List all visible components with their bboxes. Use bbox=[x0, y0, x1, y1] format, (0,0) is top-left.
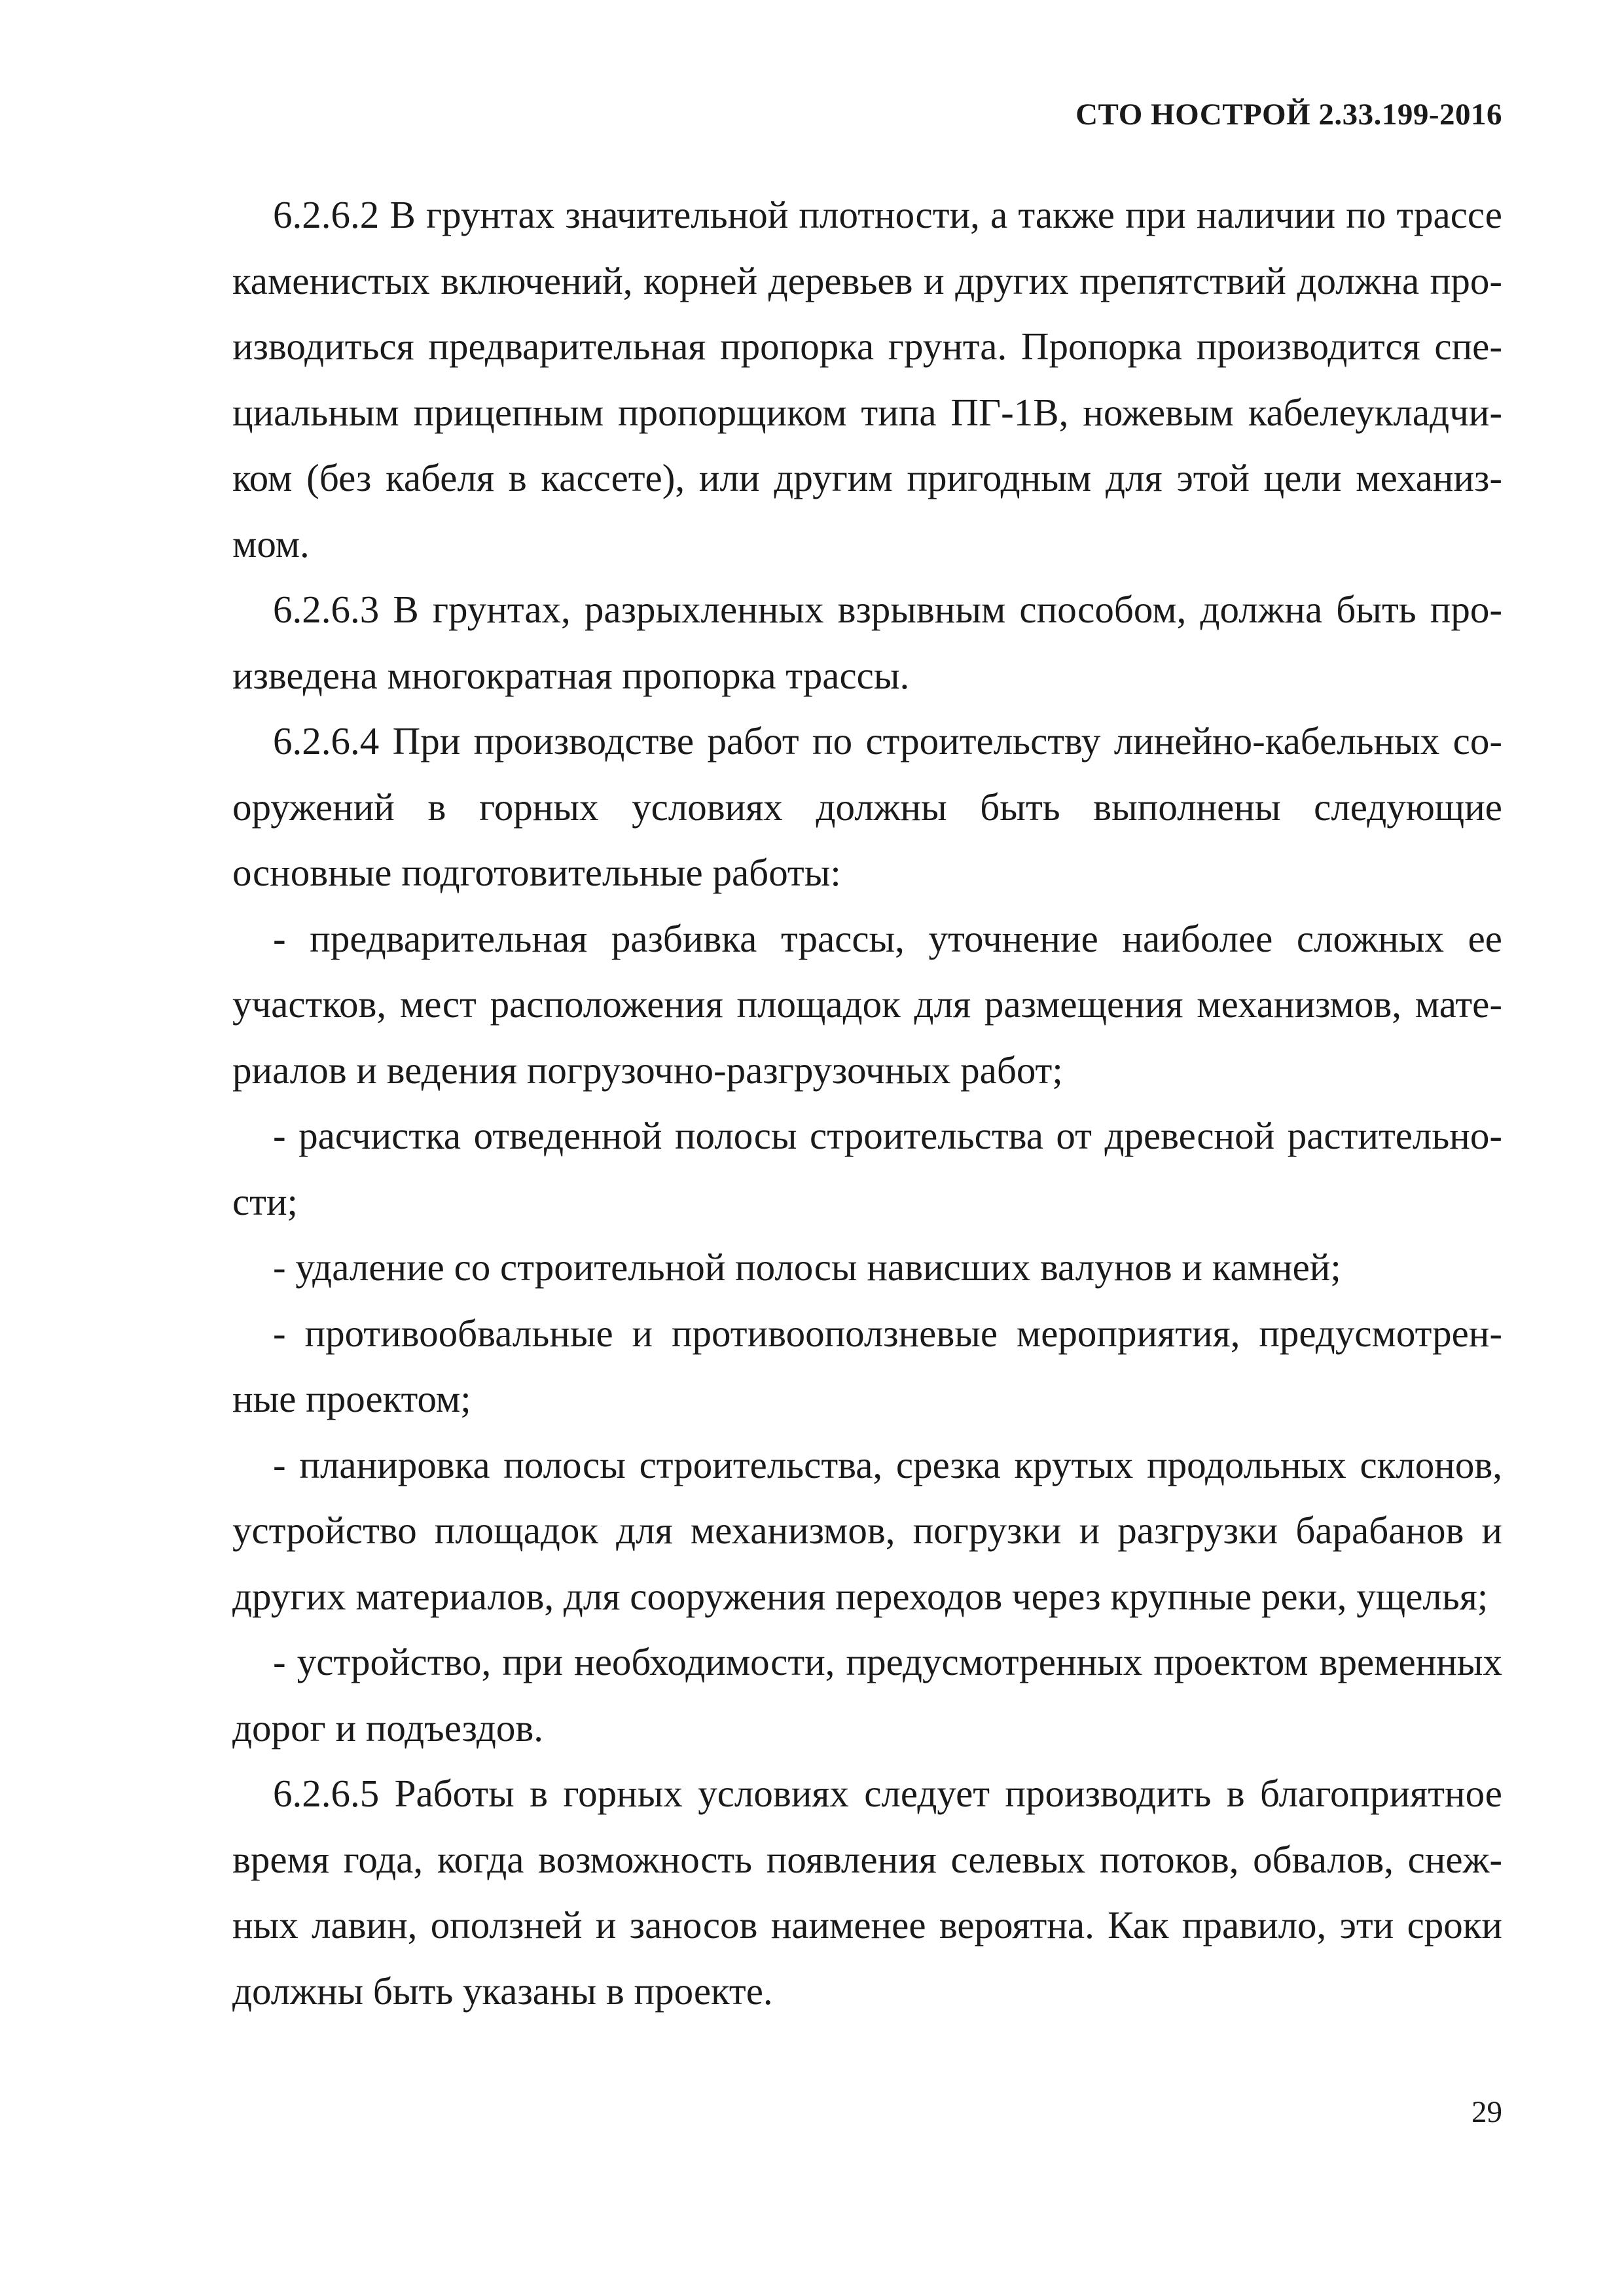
paragraph-6-2-6-2: 6.2.6.2 В грунтах значительной плотности, а также при наличии по трассе каменистых включений, корней деревьев и других препятствий должна производиться предварительная пропорка грунта. Пропорка производится специальным прицепным пропорщиком типа ПГ-1В, ножевым кабелеукладчиком (без кабеля в кассете), или другим пригодным для этой цели механизмом. bbox=[232, 193, 1502, 565]
paragraph-6-2-6-4: 6.2.6.4 При производстве работ по строительству линейно-кабельных сооружений в горных условиях должны быть выполнены следующие основные подготовительные работы: bbox=[232, 719, 1502, 894]
document-body bbox=[232, 182, 1502, 2024]
list-item-landslide-measures: - противообвальные и противооползневые мероприятия, предусмотренные проектом; bbox=[232, 1311, 1502, 1420]
list-item-route-layout: - предварительная разбивка трассы, уточнение наиболее сложных ее участков, мест расположения площадок для размещения механизмов, материалов и ведения погрузочно-разгрузочных работ; bbox=[232, 916, 1502, 1092]
page-number: 29 bbox=[1471, 2095, 1502, 2129]
paragraph-6-2-6-5: 6.2.6.5 Работы в горных условиях следует производить в благоприятное время года, когда возможность появления селевых потоков, обвалов, снежных лавин, оползней и заносов наименее вероятна. Как правило, эти сроки должны быть указаны в проекте. bbox=[232, 1772, 1502, 2013]
list-item-strip-planning: - планировка полосы строительства, срезка крутых продольных склонов, устройство площадок для механизмов, погрузки и разгрузки барабанов и других материалов, для сооружения переходов через крупные реки, ущелья; bbox=[232, 1443, 1502, 1618]
paragraph-6-2-6-3: 6.2.6.3 В грунтах, разрыхленных взрывным способом, должна быть произведена многократная пропорка трассы. bbox=[232, 588, 1502, 697]
list-item-clearing: - расчистка отведенной полосы строительства от древесной растительности; bbox=[232, 1114, 1502, 1223]
document-header: СТО НОСТРОЙ 2.33.199-2016 bbox=[1075, 98, 1502, 132]
list-item-temporary-roads: - устройство, при необходимости, предусмотренных проектом временных дорог и подъездов. bbox=[232, 1640, 1502, 1749]
list-item-boulder-removal: - удаление со строительной полосы нависших валунов и камней; bbox=[273, 1246, 1341, 1289]
